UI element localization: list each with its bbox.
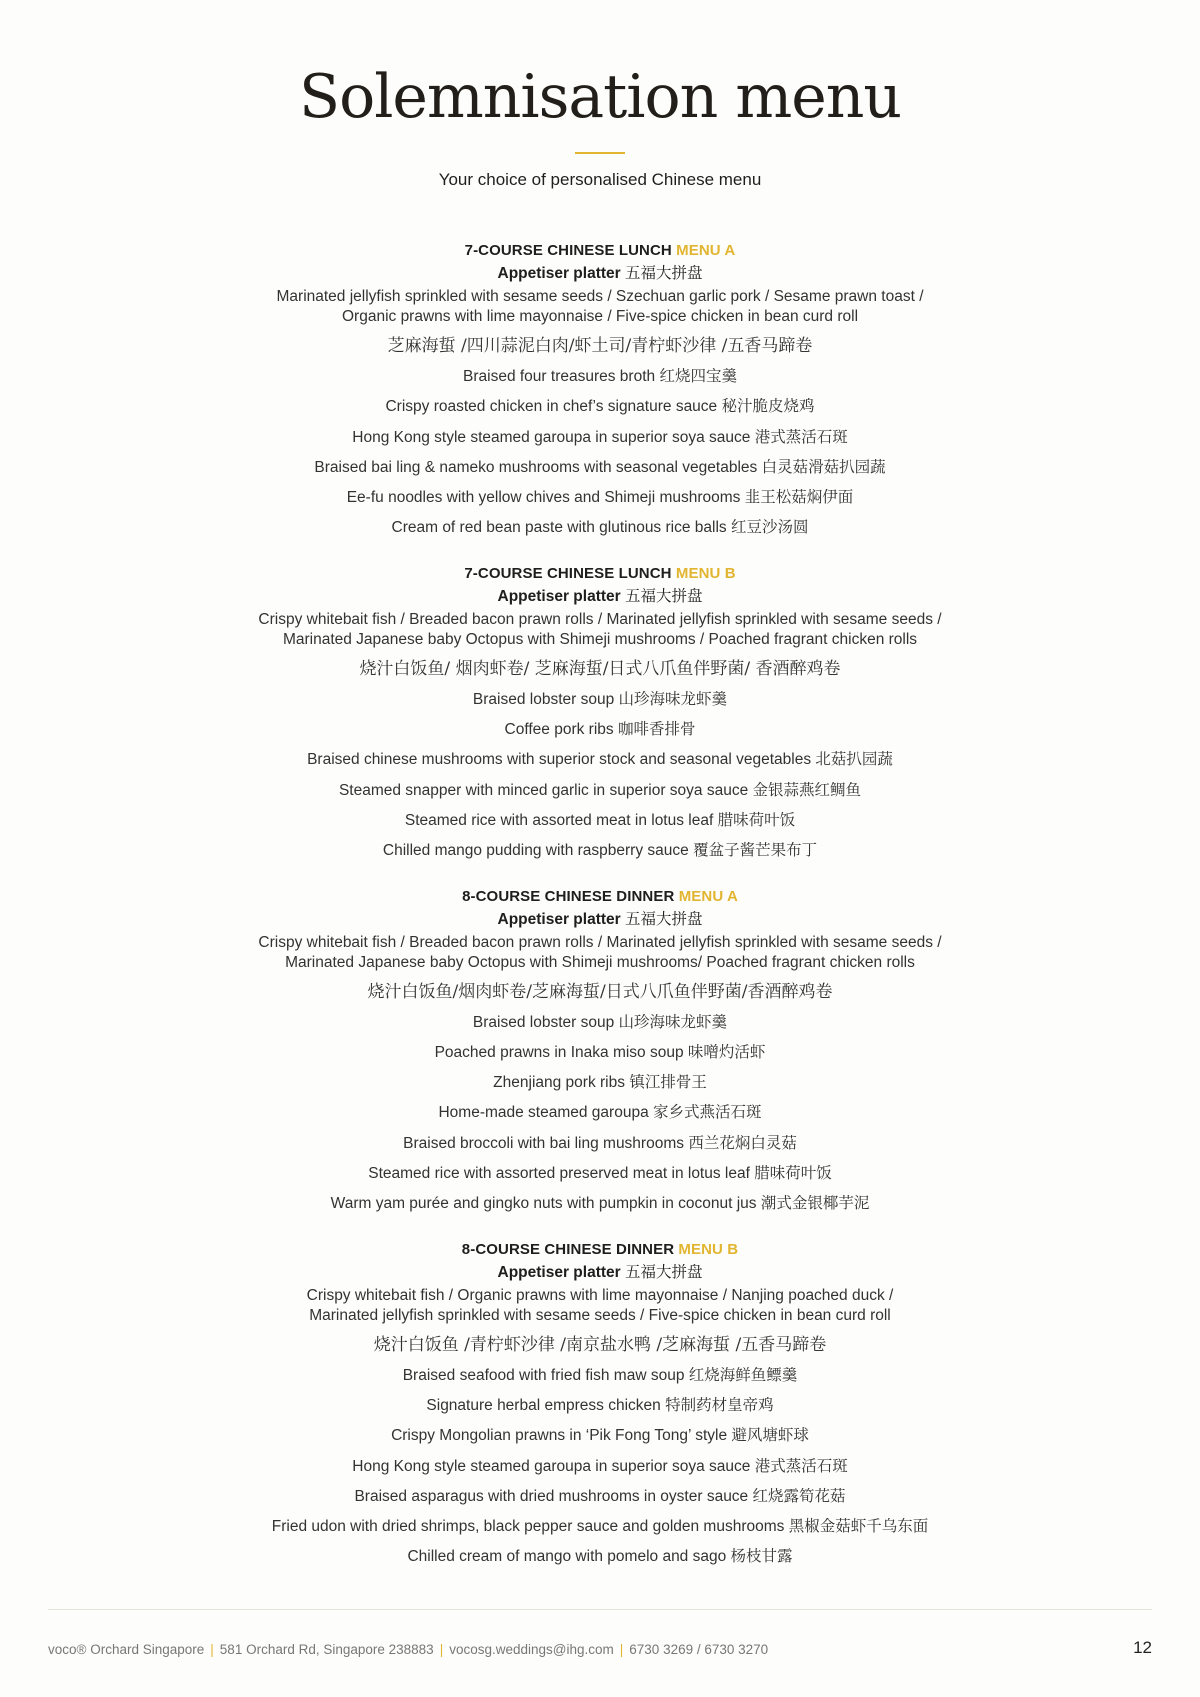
page-title: Solemnisation menu xyxy=(298,62,902,132)
dish-item xyxy=(0,422,1200,452)
appetiser-label-zh: 五福大拼盘 xyxy=(624,909,703,928)
dish-item xyxy=(0,1451,1200,1481)
dish-name: Braised lobster soup xyxy=(472,690,615,708)
appetiser-description-zh: 烧汁白饭鱼 /青柠虾沙律 /南京盐水鸭 /芝麻海蜇 /五香马蹄卷 xyxy=(373,1334,827,1355)
menu-heading-title: 8-COURSE CHINESE DINNER xyxy=(461,1240,675,1258)
appetiser-description-line: Crispy whitebait fish / Breaded bacon prawn rolls / Marinated jellyfish sprinkled with sesame seeds / xyxy=(258,933,942,951)
menu-section xyxy=(0,1239,1200,1572)
appetiser-description-zh: 烧汁白饭鱼/ 烟肉虾卷/ 芝麻海蜇/日式八爪鱼伴野菌/ 香酒醉鸡卷 xyxy=(359,658,841,679)
dish-name-zh: 红烧四宝羹 xyxy=(659,367,737,385)
menu-heading-title: 7-COURSE CHINESE LUNCH xyxy=(464,564,672,582)
dish-name: Warm yam purée and gingko nuts with pumpkin in coconut jus xyxy=(330,1195,757,1213)
dish-name: Poached prawns in Inaka miso soup xyxy=(434,1043,684,1061)
dish-name: Cream of red bean paste with glutinous rice balls xyxy=(391,519,727,537)
appetiser-description-line: Marinated jellyfish sprinkled with sesame seeds / Szechuan garlic pork / Sesame prawn toast / xyxy=(276,288,924,305)
dish-item xyxy=(0,1481,1200,1511)
dish-item xyxy=(0,391,1200,421)
appetiser-description-zh: 烧汁白饭鱼/烟肉虾卷/芝麻海蜇/日式八爪鱼伴野菌/香酒醉鸡卷 xyxy=(367,981,833,1002)
appetiser-label-zh: 五福大拼盘 xyxy=(624,1262,703,1281)
footer-email[interactable]: vocosg.weddings@ihg.com xyxy=(449,1642,614,1657)
dish-name-zh: 西兰花焖白灵菇 xyxy=(688,1133,797,1152)
dish-name-zh: 金银蒜燕红鲷鱼 xyxy=(752,780,862,799)
dish-name: Home-made steamed garoupa xyxy=(438,1104,649,1122)
dish-name: Chilled cream of mango with pomelo and sago xyxy=(407,1548,727,1566)
menu-heading-title: 7-COURSE CHINESE LUNCH xyxy=(464,242,672,259)
footer-separator: | xyxy=(439,1642,444,1657)
dish-item xyxy=(0,714,1200,744)
menu-heading xyxy=(0,240,1200,262)
dish-name: Fried udon with dried shrimps, black pepper sauce and golden mushrooms xyxy=(271,1518,785,1536)
dish-name: Braised chinese mushrooms with superior stock and seasonal vegetables xyxy=(307,751,812,769)
dish-item xyxy=(0,1511,1200,1541)
page-subtitle: Your choice of personalised Chinese menu xyxy=(438,170,762,189)
dish-item xyxy=(0,1158,1200,1188)
dish-name: Steamed rice with assorted preserved meat in lotus leaf xyxy=(368,1165,750,1183)
dish-name: Zhenjiang pork ribs xyxy=(493,1074,625,1092)
dish-name-zh: 镇江排骨王 xyxy=(629,1073,707,1092)
dish-name-zh: 潮式金银椰芋泥 xyxy=(760,1194,870,1213)
dish-name-zh: 特制药材皇帝鸡 xyxy=(665,1395,774,1414)
dish-name-zh: 红烧海鲜鱼鳔羹 xyxy=(688,1365,798,1384)
dish-item xyxy=(0,452,1200,482)
dish-item xyxy=(0,1097,1200,1127)
dish-item xyxy=(0,361,1200,391)
appetiser-line xyxy=(0,585,1200,608)
dish-item xyxy=(0,1420,1200,1450)
dish-name-zh: 山珍海味龙虾羹 xyxy=(618,1012,728,1031)
footer-address: 581 Orchard Rd, Singapore 238883 xyxy=(219,1642,434,1657)
dish-item xyxy=(0,482,1200,512)
appetiser-description-line: Marinated Japanese baby Octopus with Shimeji mushrooms/ Poached fragrant chicken rolls xyxy=(285,953,915,971)
dish-name: Crispy Mongolian prawns in ‘Pik Fong Tong’ style xyxy=(391,1427,728,1445)
appetiser-label-zh: 五福大拼盘 xyxy=(624,586,703,605)
dish-name-zh: 红豆沙汤圆 xyxy=(730,518,809,537)
dish-item xyxy=(0,512,1200,542)
dish-name-zh: 秘汁脆皮烧鸡 xyxy=(721,397,815,416)
footer-divider xyxy=(48,1609,1152,1610)
footer xyxy=(48,1640,1152,1660)
appetiser-line xyxy=(0,262,1200,285)
page-number: 12 xyxy=(1133,1638,1152,1657)
appetiser-line xyxy=(0,908,1200,931)
dish-name: Chilled mango pudding with raspberry sauce xyxy=(382,842,689,860)
dish-name-zh: 味噌灼活虾 xyxy=(687,1042,766,1061)
dish-item xyxy=(0,1541,1200,1571)
menu-tag: MENU A xyxy=(678,887,738,905)
title-divider xyxy=(575,152,625,154)
menu-section xyxy=(0,240,1200,543)
dish-name: Ee-fu noodles with yellow chives and Shimeji mushrooms xyxy=(346,489,741,507)
appetiser-description-line: Marinated jellyfish sprinkled with sesame seeds / Five-spice chicken in bean curd roll xyxy=(309,1306,891,1324)
appetiser-description xyxy=(0,931,1200,977)
dish-item xyxy=(0,1390,1200,1420)
dish-name-zh: 黑椒金菇虾千乌东面 xyxy=(788,1517,929,1536)
appetiser-description xyxy=(0,608,1200,654)
dish-name: Coffee pork ribs xyxy=(504,721,614,739)
menu-tag: MENU B xyxy=(675,564,736,582)
appetiser-label: Appetiser platter xyxy=(497,265,621,282)
menu-list xyxy=(0,240,1200,1592)
dish-name: Braised broccoli with bai ling mushrooms xyxy=(403,1134,684,1152)
dish-name-zh: 家乡式燕活石斑 xyxy=(653,1103,762,1122)
footer-separator: | xyxy=(210,1642,214,1657)
footer-separator: | xyxy=(619,1642,624,1657)
menu-heading xyxy=(0,563,1200,585)
dish-name-zh: 北菇扒园蔬 xyxy=(815,750,893,769)
menu-section xyxy=(0,886,1200,1219)
dish-item xyxy=(0,775,1200,805)
dish-item xyxy=(0,1128,1200,1158)
footer-venue: voco® Orchard Singapore xyxy=(48,1642,205,1657)
dish-name: Braised seafood with fried fish maw soup xyxy=(402,1366,685,1384)
dish-name: Braised asparagus with dried mushrooms in oyster sauce xyxy=(354,1487,749,1505)
dish-name: Hong Kong style steamed garoupa in superior soya sauce xyxy=(352,428,751,446)
menu-heading-title: 8-COURSE CHINESE DINNER xyxy=(462,887,675,905)
appetiser-description-line: Crispy whitebait fish / Organic prawns with lime mayonnaise / Nanjing poached duck / xyxy=(306,1286,894,1304)
appetiser-description xyxy=(0,1284,1200,1330)
dish-name-zh: 杨枝甘露 xyxy=(730,1547,793,1566)
appetiser-label: Appetiser platter xyxy=(497,910,621,928)
menu-heading xyxy=(0,1239,1200,1261)
dish-item xyxy=(0,1067,1200,1097)
dish-item xyxy=(0,1007,1200,1037)
dish-name: Signature herbal empress chicken xyxy=(426,1396,661,1414)
menu-tag: MENU B xyxy=(678,1240,739,1258)
menu-section xyxy=(0,563,1200,866)
dish-name-zh: 覆盆子酱芒果布丁 xyxy=(693,841,818,860)
appetiser-label-zh: 五福大拼盘 xyxy=(624,264,703,282)
dish-name-zh: 红烧露筍花菇 xyxy=(752,1486,846,1505)
dish-name: Braised four treasures broth xyxy=(463,368,656,385)
menu-tag: MENU A xyxy=(676,242,736,259)
appetiser-description-line: Marinated Japanese baby Octopus with Shimeji mushrooms / Poached fragrant chicken rolls xyxy=(282,630,918,648)
dish-name: Braised bai ling & nameko mushrooms with seasonal vegetables xyxy=(314,458,758,476)
appetiser-description-line: Crispy whitebait fish / Breaded bacon prawn rolls / Marinated jellyfish sprinkled with sesame seeds / xyxy=(258,610,942,628)
appetiser-description xyxy=(0,285,1200,331)
dish-name-zh: 韭王松菇焖伊面 xyxy=(744,488,854,507)
appetiser-label: Appetiser platter xyxy=(497,587,621,605)
dish-name: Braised lobster soup xyxy=(472,1013,615,1031)
footer-phone: 6730 3269 / 6730 3270 xyxy=(629,1642,769,1657)
appetiser-description-zh: 芝麻海蜇 /四川蒜泥白肉/虾土司/青柠虾沙律 /五香马蹄卷 xyxy=(387,336,813,356)
dish-name-zh: 咖啡香排骨 xyxy=(617,720,696,739)
dish-item xyxy=(0,744,1200,774)
dish-name-zh: 腊味荷叶饭 xyxy=(754,1164,832,1183)
dish-item xyxy=(0,1188,1200,1218)
dish-name-zh: 腊味荷叶饭 xyxy=(717,810,796,829)
dish-item xyxy=(0,835,1200,865)
dish-name-zh: 白灵菇滑菇扒园蔬 xyxy=(761,457,886,476)
dish-name-zh: 避风塘虾球 xyxy=(731,1426,809,1445)
dish-item xyxy=(0,1037,1200,1067)
appetiser-label: Appetiser platter xyxy=(497,1263,621,1281)
appetiser-line xyxy=(0,1261,1200,1284)
dish-name: Steamed snapper with minced garlic in superior soya sauce xyxy=(338,781,749,799)
dish-name: Crispy roasted chicken in chef’s signature sauce xyxy=(385,398,718,416)
dish-name: Steamed rice with assorted meat in lotus leaf xyxy=(404,811,714,829)
dish-name-zh: 港式蒸活石斑 xyxy=(754,427,848,446)
appetiser-description-line: Organic prawns with lime mayonnaise / Five-spice chicken in bean curd roll xyxy=(341,308,859,325)
dish-name-zh: 山珍海味龙虾羹 xyxy=(618,689,728,708)
dish-item xyxy=(0,684,1200,714)
dish-name-zh: 港式蒸活石斑 xyxy=(754,1456,848,1475)
menu-heading xyxy=(0,886,1200,908)
dish-item xyxy=(0,805,1200,835)
dish-item xyxy=(0,1360,1200,1390)
dish-name: Hong Kong style steamed garoupa in superior soya sauce xyxy=(352,1457,751,1475)
